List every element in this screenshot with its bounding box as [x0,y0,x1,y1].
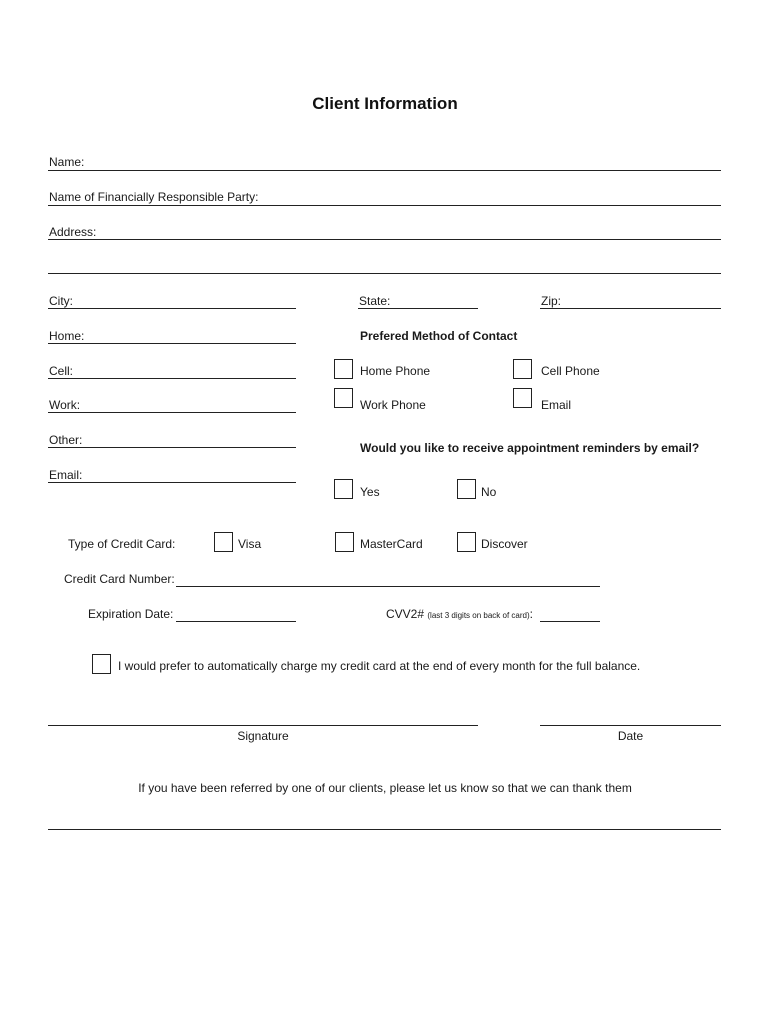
cvv-colon: : [529,607,533,621]
reminders-no-checkbox[interactable] [457,479,476,499]
card-number-label: Credit Card Number: [64,572,175,586]
cell-phone-checkbox[interactable] [513,359,532,379]
mastercard-label: MasterCard [360,537,423,551]
cvv-label: CVV2# [386,607,425,621]
cvv-note: (last 3 digits on back of card) [427,611,530,620]
address-label: Address: [49,225,97,239]
discover-checkbox[interactable] [457,532,476,552]
responsible-party-field[interactable] [48,205,721,206]
state-field[interactable] [358,308,478,309]
address-field[interactable] [48,239,721,240]
signature-label: Signature [237,729,289,743]
reminders-yes-label: Yes [360,485,380,499]
cvv-label-group [386,607,533,623]
expiration-label: Expiration Date: [88,607,174,621]
date-label: Date [617,729,644,743]
other-field[interactable] [48,447,296,448]
auto-charge-label: I would prefer to automatically charge my credit card at the end of every month for the full balance. [118,659,641,673]
zip-field[interactable] [540,308,721,309]
state-label: State: [359,294,391,308]
name-field[interactable] [48,170,721,171]
email-contact-checkbox[interactable] [513,388,532,408]
discover-label: Discover [481,537,528,551]
cell-label: Cell: [49,364,74,378]
name-label: Name: [49,155,85,169]
page-title: Client Information [312,94,458,113]
city-field[interactable] [48,308,296,309]
card-number-field[interactable] [176,586,600,587]
responsible-party-label: Name of Financially Responsible Party: [49,190,259,204]
email-field[interactable] [48,482,296,483]
referral-field[interactable] [48,829,721,830]
cell-field[interactable] [48,378,296,379]
card-type-label: Type of Credit Card: [68,537,176,551]
zip-label: Zip: [541,294,562,308]
home-label: Home: [49,329,85,343]
visa-label: Visa [238,537,262,551]
expiration-field[interactable] [176,621,296,622]
reminders-yes-checkbox[interactable] [334,479,353,499]
work-phone-checkbox[interactable] [334,388,353,408]
email-label: Email: [49,468,83,482]
visa-checkbox[interactable] [214,532,233,552]
date-field[interactable] [540,725,721,726]
reminders-question: Would you like to receive appointment reminders by email? [360,441,700,455]
contact-method-heading: Prefered Method of Contact [360,329,518,343]
work-label: Work: [49,398,81,412]
mastercard-checkbox[interactable] [335,532,354,552]
work-phone-label: Work Phone [360,398,426,412]
home-phone-label: Home Phone [360,364,431,378]
work-field[interactable] [48,412,296,413]
city-label: City: [49,294,73,308]
referral-text: If you have been referred by one of our clients, please let us know so that we can thank them [138,781,632,795]
home-field[interactable] [48,343,296,344]
home-phone-checkbox[interactable] [334,359,353,379]
other-label: Other: [49,433,83,447]
cvv-field[interactable] [540,621,600,622]
email-contact-label: Email [541,398,572,412]
auto-charge-checkbox[interactable] [92,654,111,674]
cell-phone-label: Cell Phone [541,364,600,378]
reminders-no-label: No [481,485,497,499]
address-field-line-2[interactable] [48,273,721,274]
signature-field[interactable] [48,725,478,726]
